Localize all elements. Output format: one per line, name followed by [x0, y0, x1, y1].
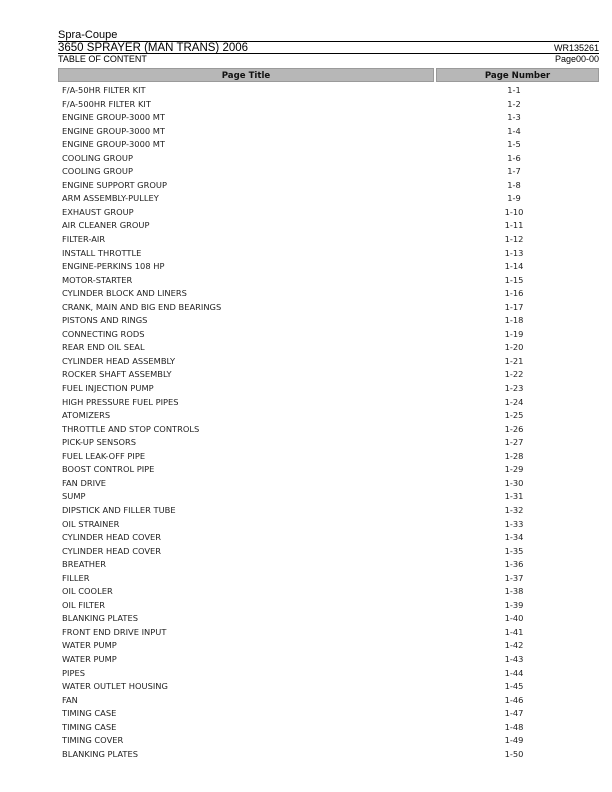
- table-row[interactable]: [0, 219, 612, 233]
- row-page-number: 1-17: [504, 301, 524, 312]
- row-page-title: OIL STRAINER: [62, 518, 120, 529]
- row-page-number: 1-23: [504, 383, 524, 394]
- table-row[interactable]: [0, 653, 612, 667]
- row-page-number: 1-25: [504, 410, 524, 421]
- section-title: TABLE OF CONTENT: [58, 54, 147, 64]
- row-page-number: 1-32: [504, 504, 524, 515]
- table-row[interactable]: [0, 626, 612, 640]
- table-row[interactable]: [0, 477, 612, 491]
- row-page-number: 1-31: [504, 491, 524, 502]
- table-row[interactable]: [0, 504, 612, 518]
- row-page-title: ROCKER SHAFT ASSEMBLY: [62, 369, 172, 380]
- table-row[interactable]: [0, 84, 612, 98]
- table-row[interactable]: [0, 287, 612, 301]
- row-page-number: 1-37: [504, 572, 524, 583]
- row-page-number: 1-46: [504, 694, 524, 705]
- row-page-number: 1-43: [504, 653, 524, 664]
- table-row[interactable]: [0, 436, 612, 450]
- table-row[interactable]: [0, 138, 612, 152]
- table-row[interactable]: [0, 206, 612, 220]
- row-page-title: FAN DRIVE: [62, 477, 107, 488]
- row-page-number: 1-49: [504, 735, 524, 746]
- row-page-title: WATER PUMP: [62, 640, 117, 651]
- row-page-title: F/A-50HR FILTER KIT: [62, 85, 146, 95]
- row-page-number: 1-38: [504, 586, 524, 597]
- table-row[interactable]: [0, 721, 612, 735]
- row-page-title: AIR CLEANER GROUP: [62, 220, 150, 231]
- row-page-number: 1-1: [507, 85, 521, 95]
- row-page-number: 1-44: [504, 667, 524, 678]
- row-page-number: 1-8: [507, 179, 521, 190]
- table-row[interactable]: [0, 314, 612, 328]
- table-row[interactable]: [0, 490, 612, 504]
- row-page-number: 1-48: [504, 721, 524, 732]
- row-page-title: SUMP: [62, 491, 86, 502]
- row-page-title: FUEL INJECTION PUMP: [62, 383, 154, 394]
- row-page-title: OIL COOLER: [62, 586, 113, 597]
- section-line: [58, 53, 599, 64]
- row-page-number: 1-36: [504, 559, 524, 570]
- row-page-title: ENGINE GROUP-3000 MT: [62, 139, 166, 150]
- row-page-number: 1-2: [507, 98, 521, 109]
- row-page-title: F/A-500HR FILTER KIT: [62, 98, 151, 109]
- row-page-title: PICK-UP SENSORS: [62, 437, 137, 448]
- row-page-title: REAR END OIL SEAL: [62, 342, 145, 353]
- row-page-title: TIMING CASE: [62, 721, 117, 732]
- table-row[interactable]: [0, 355, 612, 369]
- row-page-number: 1-34: [504, 532, 524, 543]
- row-page-number: 1-4: [507, 125, 521, 136]
- row-page-number: 1-15: [504, 274, 524, 285]
- row-page-title: COOLING GROUP: [62, 166, 133, 177]
- row-page-title: WATER OUTLET HOUSING: [62, 681, 168, 692]
- row-page-title: THROTTLE AND STOP CONTROLS: [62, 423, 200, 434]
- page-id: Page00-00: [554, 54, 599, 64]
- row-page-title: HIGH PRESSURE FUEL PIPES: [62, 396, 179, 407]
- row-page-number: 1-11: [504, 220, 524, 231]
- table-row[interactable]: [0, 585, 612, 599]
- row-page-number: 1-9: [507, 193, 521, 204]
- row-page-number: 1-27: [504, 437, 524, 448]
- row-page-number: 1-10: [504, 206, 524, 217]
- row-page-number: 1-28: [504, 450, 524, 461]
- row-page-number: 1-14: [504, 261, 524, 272]
- row-page-number: 1-16: [504, 288, 524, 299]
- table-row[interactable]: [0, 368, 612, 382]
- table-row[interactable]: [0, 301, 612, 315]
- row-page-number: 1-21: [504, 355, 524, 366]
- table-row[interactable]: [0, 341, 612, 355]
- row-page-number: 1-22: [504, 369, 524, 380]
- row-page-title: CYLINDER HEAD COVER: [62, 532, 162, 543]
- row-page-number: 1-35: [504, 545, 524, 556]
- row-page-title: MOTOR-STARTER: [62, 274, 133, 285]
- row-page-title: DIPSTICK AND FILLER TUBE: [62, 504, 176, 515]
- table-row[interactable]: [0, 423, 612, 437]
- row-page-title: BREATHER: [62, 559, 107, 570]
- row-page-title: CRANK, MAIN AND BIG END BEARINGS: [62, 301, 222, 312]
- table-row[interactable]: [0, 152, 612, 166]
- table-row[interactable]: [0, 545, 612, 559]
- table-row[interactable]: [0, 707, 612, 721]
- row-page-title: CONNECTING RODS: [62, 328, 145, 339]
- table-row[interactable]: [0, 328, 612, 342]
- column-header-title: Page Title: [58, 68, 434, 82]
- table-header: [58, 68, 599, 82]
- row-page-title: ENGINE GROUP-3000 MT: [62, 112, 166, 123]
- row-page-title: PIPES: [62, 667, 85, 678]
- row-page-number: 1-30: [504, 477, 524, 488]
- table-row[interactable]: [0, 639, 612, 653]
- row-page-number: 1-19: [504, 328, 524, 339]
- table-row[interactable]: [0, 125, 612, 139]
- row-page-title: FILTER-AIR: [62, 234, 106, 245]
- row-page-title: INSTALL THROTTLE: [62, 247, 142, 258]
- row-page-number: 1-7: [507, 166, 521, 177]
- table-row[interactable]: [0, 680, 612, 694]
- row-page-number: 1-29: [504, 464, 524, 475]
- table-row[interactable]: [0, 748, 612, 762]
- row-page-title: CYLINDER HEAD ASSEMBLY: [62, 355, 176, 366]
- table-row[interactable]: [0, 382, 612, 396]
- row-page-number: 1-41: [504, 626, 524, 637]
- row-page-title: CYLINDER HEAD COVER: [62, 545, 162, 556]
- row-page-number: 1-12: [504, 234, 524, 245]
- row-page-number: 1-47: [504, 708, 524, 719]
- table-row[interactable]: [0, 111, 612, 125]
- row-page-title: OIL FILTER: [62, 599, 106, 610]
- document-id: WR135261: [553, 43, 599, 53]
- toc-table-body: [0, 84, 612, 761]
- row-page-number: 1-39: [504, 599, 524, 610]
- table-row[interactable]: [0, 165, 612, 179]
- row-page-title: FILLER: [62, 572, 90, 583]
- table-row[interactable]: [0, 612, 612, 626]
- table-row[interactable]: [0, 98, 612, 112]
- row-page-number: 1-42: [504, 640, 524, 651]
- row-page-number: 1-50: [504, 748, 524, 759]
- row-page-number: 1-33: [504, 518, 524, 529]
- table-row[interactable]: [0, 667, 612, 681]
- table-row[interactable]: [0, 396, 612, 410]
- row-page-title: ARM ASSEMBLY-PULLEY: [62, 193, 159, 204]
- row-page-title: FUEL LEAK-OFF PIPE: [62, 450, 146, 461]
- table-row[interactable]: [0, 192, 612, 206]
- row-page-title: ENGINE SUPPORT GROUP: [62, 179, 167, 190]
- model-title: 3650 SPRAYER (MAN TRANS) 2006: [58, 42, 249, 54]
- column-header-page-number: Page Number: [436, 68, 599, 82]
- table-row[interactable]: [0, 233, 612, 247]
- table-row[interactable]: [0, 247, 612, 261]
- row-page-title: FAN: [62, 694, 78, 705]
- table-row[interactable]: [0, 409, 612, 423]
- table-row[interactable]: [0, 694, 612, 708]
- row-page-title: EXHAUST GROUP: [62, 206, 134, 217]
- row-page-number: 1-20: [504, 342, 524, 353]
- table-row[interactable]: [0, 531, 612, 545]
- row-page-number: 1-18: [504, 315, 524, 326]
- brand-name: Spra-Coupe: [58, 29, 118, 41]
- row-page-number: 1-45: [504, 681, 524, 692]
- row-page-title: WATER PUMP: [62, 653, 117, 664]
- table-row[interactable]: [0, 558, 612, 572]
- table-row[interactable]: [0, 518, 612, 532]
- row-page-title: PISTONS AND RINGS: [62, 315, 148, 326]
- row-page-title: ENGINE-PERKINS 108 HP: [62, 261, 165, 272]
- row-page-title: CYLINDER BLOCK AND LINERS: [62, 288, 187, 299]
- table-row[interactable]: [0, 599, 612, 613]
- row-page-title: ATOMIZERS: [62, 410, 111, 421]
- table-row[interactable]: [0, 463, 612, 477]
- row-page-number: 1-26: [504, 423, 524, 434]
- row-page-number: 1-24: [504, 396, 524, 407]
- row-page-number: 1-5: [507, 139, 521, 150]
- table-row[interactable]: [0, 450, 612, 464]
- row-page-title: COOLING GROUP: [62, 152, 133, 163]
- table-row[interactable]: [0, 179, 612, 193]
- row-page-number: 1-13: [504, 247, 524, 258]
- row-page-title: ENGINE GROUP-3000 MT: [62, 125, 166, 136]
- row-page-title: BLANKING PLATES: [62, 748, 138, 759]
- table-row[interactable]: [0, 734, 612, 748]
- row-page-title: TIMING CASE: [62, 708, 117, 719]
- row-page-title: BOOST CONTROL PIPE: [62, 464, 155, 475]
- row-page-number: 1-6: [507, 152, 521, 163]
- table-row[interactable]: [0, 572, 612, 586]
- row-page-number: 1-3: [507, 112, 521, 123]
- row-page-title: BLANKING PLATES: [62, 613, 138, 624]
- table-row[interactable]: [0, 260, 612, 274]
- row-page-title: FRONT END DRIVE INPUT: [62, 626, 167, 637]
- row-page-title: TIMING COVER: [62, 735, 124, 746]
- table-row[interactable]: [0, 274, 612, 288]
- row-page-number: 1-40: [504, 613, 524, 624]
